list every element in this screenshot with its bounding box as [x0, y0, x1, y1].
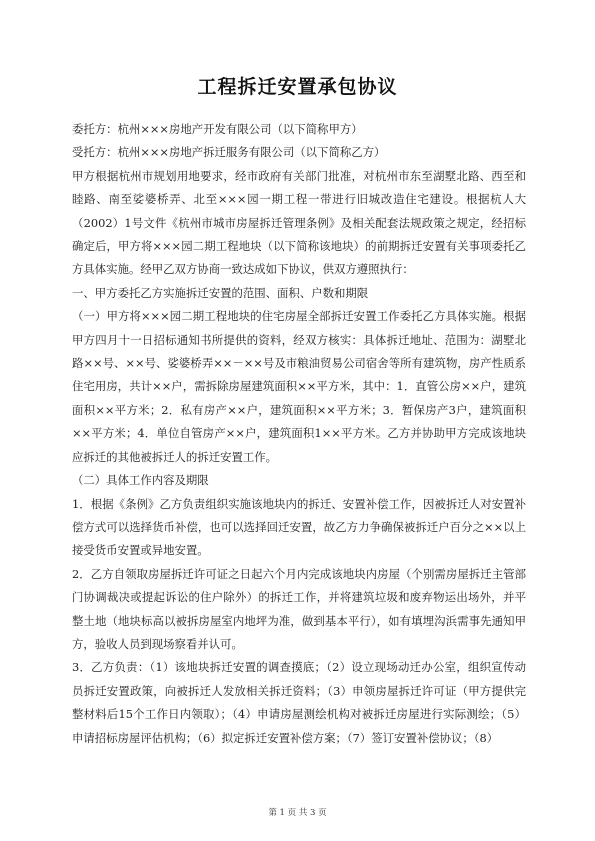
document-title: 工程拆迁安置承包协议 — [197, 76, 398, 98]
section-heading-work-content: （二）具体工作内容及期限 — [72, 473, 209, 488]
contractor-party-line: 受托方：杭州×××房地产拆迁服务有限公司（以下简称乙方） — [72, 145, 386, 160]
document-body — [72, 118, 526, 750]
clause-item-1: 1．根据《条例》乙方负责组织实施该地块内的拆迁、安置补偿工作，因被拆迁人对安置补偿方式可以选择货币补偿，也可以选择回迁安置，故乙方力争确保被拆迁户百分之××以上接受货币安置或异地安置。 — [72, 496, 526, 558]
client-party-line: 委托方：杭州×××房地产开发有限公司（以下简称甲方） — [72, 122, 363, 136]
clause-scope-details: （一）甲方将×××园二期工程地块的住宅房屋全部拆迁安置工作委托乙方具体实施。根据甲方四月十一日招标通知书所提供的资料，经双方核实：具体拆迁地址、范围为：湖墅北路××号、××号、娑婆桥弄××－××号及市粮油贸易公司宿舍等所有建筑物，房产性质系住宅用房，共计××户，需拆除房屋建筑面积××平方米，其中：1．直管公房××户，建筑面积××平方米；2．私有房产××户，建筑面积××平方米；3．暂保房产3户，建筑面积××平方米；4．单位自管房产××户，建筑面积1××平方米。乙方并协助甲方完成该地块应拆迁的其他被拆迁人的拆迁安置工作。 — [72, 309, 526, 464]
section-heading-scope: 一、甲方委托乙方实施拆迁安置的范围、面积、户数和期限 — [72, 285, 369, 300]
clause-item-2: 2．乙方自领取房屋拆迁许可证之日起六个月内完成该地块内房屋（个别需房屋拆迁主管部门协调裁决或提起诉讼的住户除外）的拆迁工作，并将建筑垃圾和废弃物运出场外，并平整土地（地块标高以被拆房屋室内地坪为准，做到基本平行），如有填埋沟浜需事先通知甲方，验收人员到现场察看并认可。 — [72, 566, 526, 651]
page-number-footer: 第 1 页 共 3 页 — [268, 808, 327, 818]
preamble-paragraph: 甲方根据杭州市规划用地要求，经市政府有关部门批准，对杭州市东至湖墅北路、西至和睦路、南至娑婆桥弄、北至×××园一期工程一带进行旧城改造住宅建设。根据杭人大（2002）1号文件《杭州市城市房屋拆迁管理条例》及相关配套法规政策之规定，经招标确定后，甲方将×××园二期工程地块（以下简称该地块）的前期拆迁安置有关事项委托乙方具体实施。经甲乙双方协商一致达成如下协议，供双方遵照执行： — [72, 168, 526, 277]
clause-item-3: 3．乙方负责：（1）该地块拆迁安置的调查摸底；（2）设立现场动迁办公室，组织宣传动员拆迁安置政策，向被拆迁人发放相关拆迁资料；（3）申领房屋拆迁许可证（甲方提供完整材料后15个工作日内领取）；（4）申请房屋测绘机构对被拆迁房屋进行实际测绘；（5）申请招标房屋评估机构；（6）拟定拆迁安置补偿方案；（7）签订安置补偿协议；（8） — [72, 660, 526, 745]
